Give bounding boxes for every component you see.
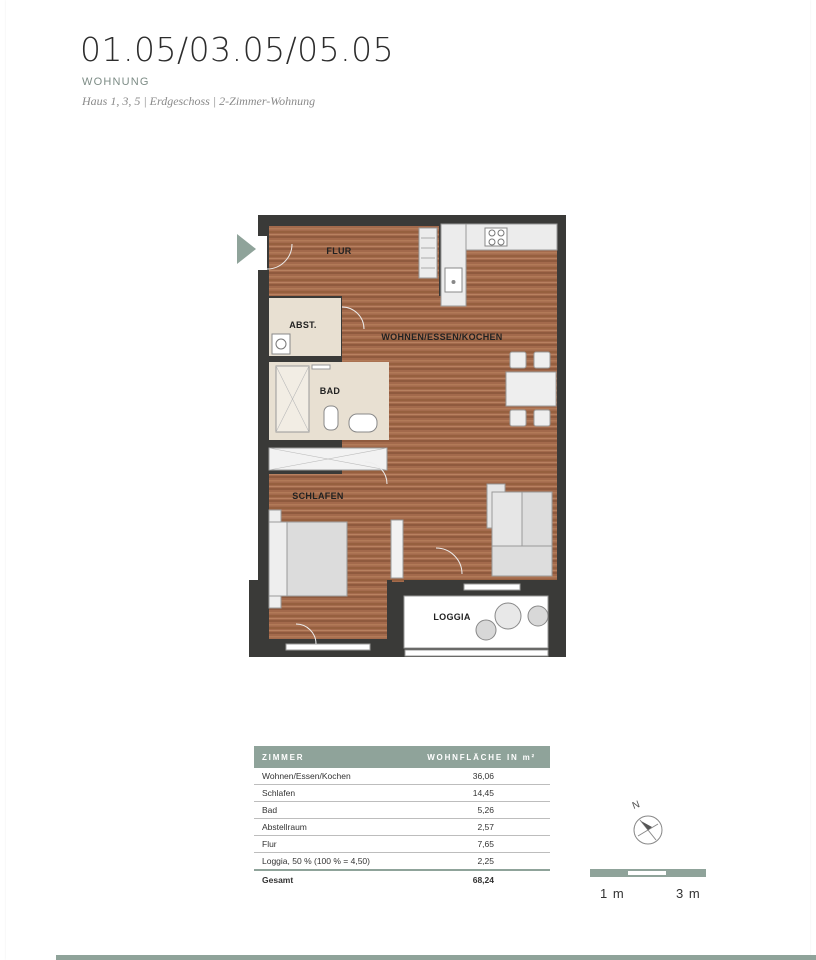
room-area: 7,65 xyxy=(398,836,550,853)
room-name: Abstellraum xyxy=(254,819,398,836)
footer-divider xyxy=(56,955,816,960)
room-area: 36,06 xyxy=(398,768,550,785)
table-row xyxy=(254,853,550,871)
room-area-table xyxy=(254,746,550,889)
table-row xyxy=(254,768,550,785)
table-row xyxy=(254,819,550,836)
room-area: 14,45 xyxy=(398,785,550,802)
room-label-loggia: LOGGIA xyxy=(433,612,471,622)
table-row xyxy=(254,785,550,802)
room-area: 5,26 xyxy=(398,802,550,819)
table-header-row xyxy=(254,746,550,768)
total-label: Gesamt xyxy=(254,870,398,889)
scale-bar xyxy=(590,868,706,878)
table-total-row xyxy=(254,870,550,889)
table-row xyxy=(254,836,550,853)
room-label-wohnen: WOHNEN/ESSEN/KOCHEN xyxy=(381,332,503,342)
room-area: 2,25 xyxy=(398,853,550,871)
room-name: Schlafen xyxy=(254,785,398,802)
room-name: Bad xyxy=(254,802,398,819)
room-name: Flur xyxy=(254,836,398,853)
apartment-details: Haus 1, 3, 5 | Erdgeschoss | 2-Zimmer-Wohnung xyxy=(82,94,316,108)
room-label-schlafen: SCHLAFEN xyxy=(292,491,344,501)
room-area: 2,57 xyxy=(398,819,550,836)
room-label-abstellraum: ABST. xyxy=(289,320,317,330)
room-name: Loggia, 50 % (100 % = 4,50) xyxy=(254,853,398,871)
header-area: WOHNFLÄCHE IN m² xyxy=(398,746,550,768)
apartment-title: 01.05/03.05/05.05 xyxy=(80,30,395,69)
table-row xyxy=(254,802,550,819)
apartment-type: WOHNUNG xyxy=(82,76,150,88)
floor-plan xyxy=(236,212,576,662)
compass-icon xyxy=(628,796,668,848)
scale-label-1m: 1 m xyxy=(600,886,625,901)
room-label-bad: BAD xyxy=(319,386,341,396)
scale-label-3m: 3 m xyxy=(676,886,701,901)
room-name: Wohnen/Essen/Kochen xyxy=(254,768,398,785)
room-label-flur: FLUR xyxy=(326,246,352,256)
header-room: ZIMMER xyxy=(254,746,398,768)
total-area: 68,24 xyxy=(398,870,550,889)
compass-north-label: N xyxy=(630,799,642,812)
